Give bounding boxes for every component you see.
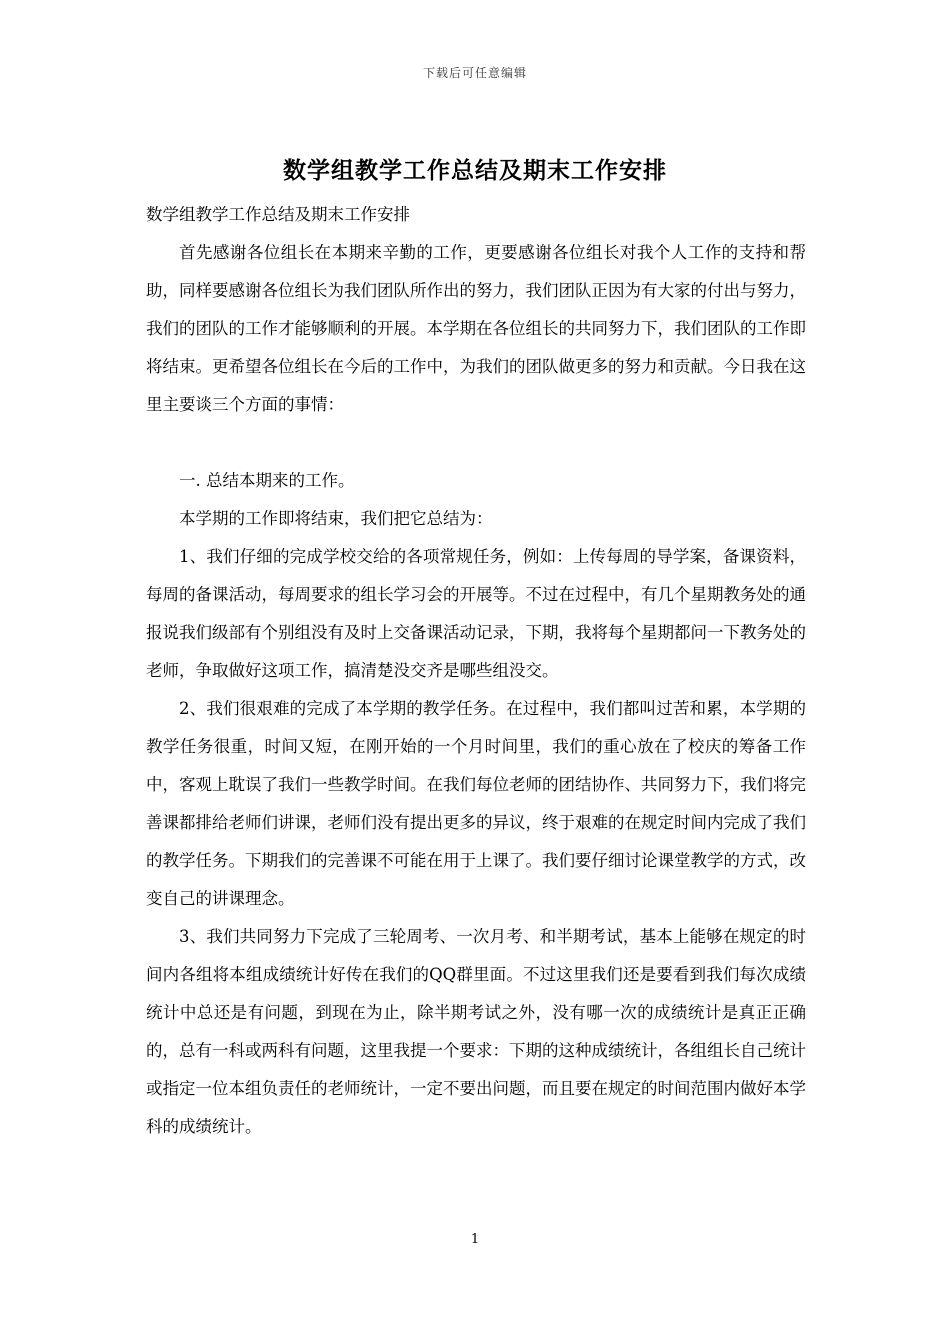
document-body — [146, 196, 806, 1146]
document-title: 数学组教学工作总结及期末工作安排 — [283, 157, 667, 184]
paragraph-intro: 首先感谢各位组长在本期来辛勤的工作，更要感谢各位组长对我个人工作的支持和帮助，同样要感谢各位组长为我们团队所作出的努力，我们团队正因为有大家的付出与努力，我们的团队的工作才能够顺利的开展。本学期在各位组长的共同努力下，我们团队的工作即将结束。更希望各位组长在今后的工作中，为我们的团队做更多的努力和贡献。今日我在这里主要谈三个方面的事情： — [146, 243, 806, 414]
paragraph-summary-lead: 本学期的工作即将结束，我们把它总结为： — [179, 509, 493, 528]
section-heading-1: 一. 总结本期来的工作。 — [179, 471, 355, 490]
page-number: 1 — [470, 1232, 480, 1247]
page-header: 下载后可任意编辑 — [422, 66, 527, 80]
paragraph-item-3: 3、我们共同努力下完成了三轮周考、一次月考、和半期考试，基本上能够在规定的时间内各组将本组成绩统计好传在我们的QQ群里面。不过这里我们还是要看到我们每次成绩统计中总还是有问题，到现在为止，除半期考试之外，没有哪一次的成绩统计是真正正确的，总有一科或两科有问题，这里我提一个要求：下期的这种成绩统计，各组组长自己统计或指定一位本组负责任的老师统计，一定不要出问题，而且要在规定的时间范围内做好本学科的成绩统计。 — [146, 927, 806, 1136]
paragraph-item-2: 2、我们很艰难的完成了本学期的教学任务。在过程中，我们都叫过苦和累，本学期的教学任务很重，时间又短，在刚开始的一个月时间里，我们的重心放在了校庆的筹备工作中，客观上耽误了我们一些教学时间。在我们每位老师的团结协作、共同努力下，我们将完善课都排给老师们讲课，老师们没有提出更多的异议，终于艰难的在规定时间内完成了我们的教学任务。下期我们的完善课不可能在用于上课了。我们要仔细讨论课堂教学的方式，改变自己的讲课理念。 — [146, 699, 806, 908]
document-subtitle: 数学组教学工作总结及期末工作安排 — [146, 205, 410, 224]
paragraph-spacer — [146, 424, 806, 462]
paragraph-item-1: 1、我们仔细的完成学校交给的各项常规任务，例如：上传每周的导学案，备课资料，每周的备课活动，每周要求的组长学习会的开展等。不过在过程中，有几个星期教务处的通报说我们级部有个别组没有及时上交备课活动记录，下期，我将每个星期都问一下教务处的老师，争取做好这项工作，搞清楚没交齐是哪些组没交。 — [146, 547, 806, 680]
